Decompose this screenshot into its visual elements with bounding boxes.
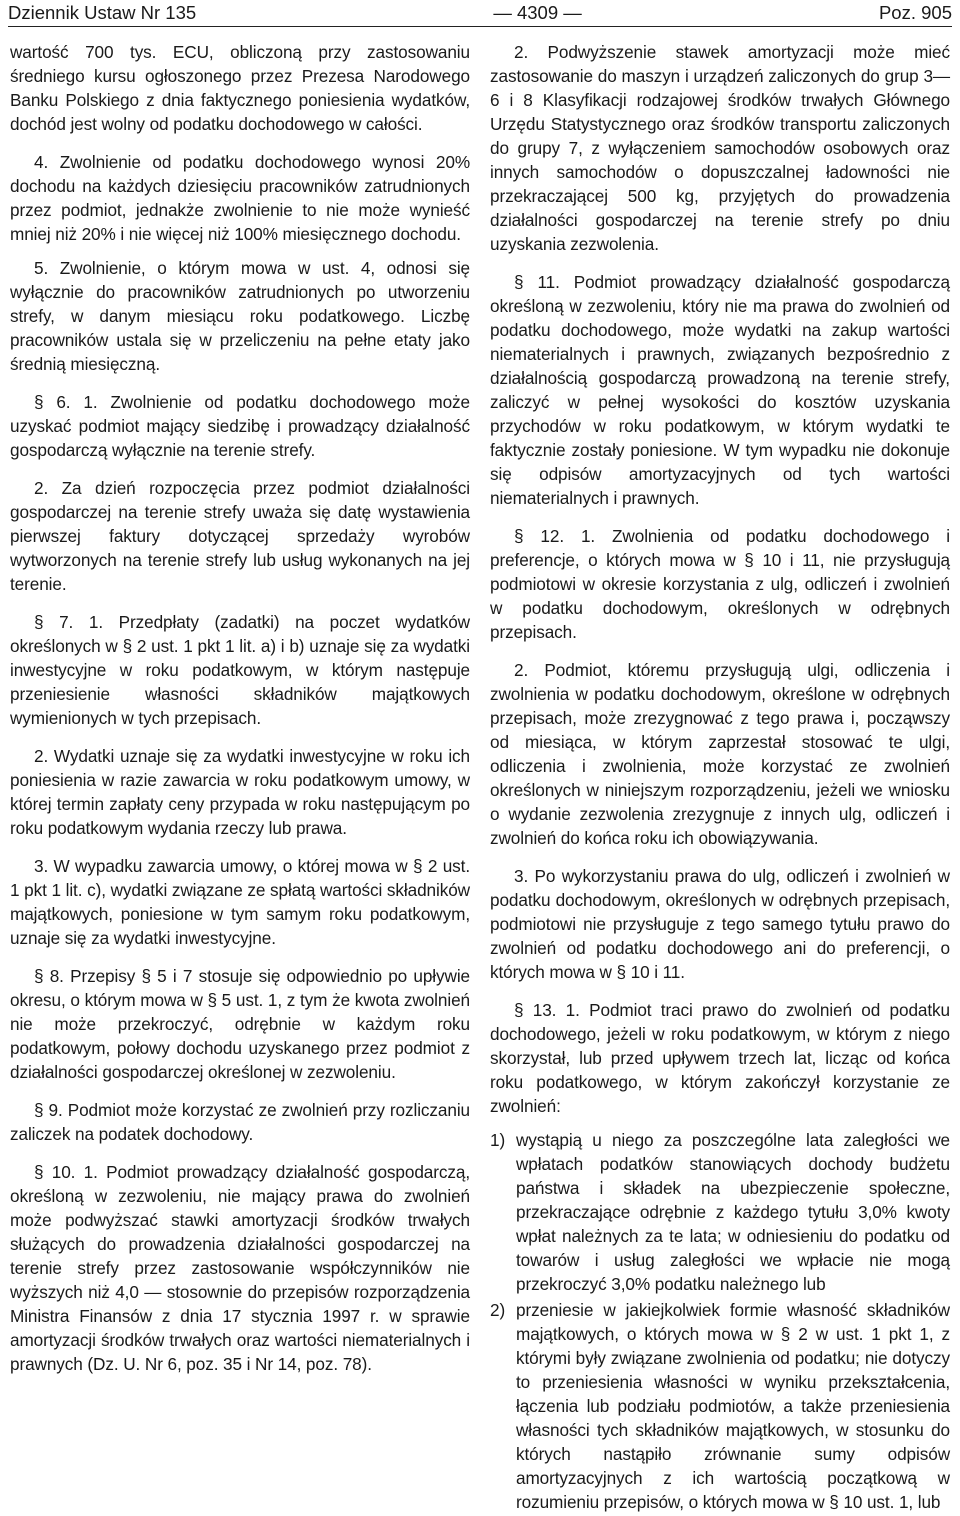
list-item-text: przeniesie w jakiejkolwiek formie własność składników majątkowych, o których mowa w § 2 w ust. 1 pkt 1, z którymi były związane zwolnienia od podatku; nie dotyczy to przeniesienia własności w wyniku przekształcenia, łączenia lub podziału podmiotów, a także przeniesienia własności tych składników majątkowych, w stosunku do których nastąpiło zrównanie sumy odpisów amortyzacyjnych z ich wartością początkową w rozumieniu przepisów, o których mowa w § 10 ust. 1, lub (516, 1300, 950, 1512)
list-item-number: 2) (490, 1300, 506, 1320)
paragraph: 5. Zwolnienie, o którym mowa w ust. 4, odnosi się wyłącznie do pracowników zatrudnionych po utworzeniu strefy, w danym miesiącu roku podatkowego. Liczbę pracowników ustala się w przeliczeniu na pełne etaty jako średnią miesięczną. (10, 258, 470, 374)
page-header (8, 0, 952, 27)
right-column (490, 40, 950, 1516)
paragraph: § 6. 1. Zwolnienie od podatku dochodowego może uzyskać podmiot mający siedzibę i prowadzący działalność gospodarczą wyłącznie na terenie strefy. (10, 392, 470, 460)
paragraph: § 12. 1. Zwolnienia od podatku dochodowego i preferencje, o których mowa w § 10 i 11, nie przysługują podmiotowi w okresie korzystania z ulg, odliczeń i zwolnień w podatku dochodowym, określonych w odrębnych przepisach. (490, 526, 950, 642)
paragraph: 2. Podwyższenie stawek amortyzacji może mieć zastosowanie do maszyn i urządzeń zaliczonych do grup 3—6 i 8 Klasyfikacji rodzajowej środków trwałych Głównego Urzędu Statystycznego oraz środków transportu zaliczonych do grupy 7, z wyłączeniem samochodów osobowych oraz innych samochodów o dopuszczalnej ładowności nie przekraczającej 500 kg, przyjętych do prowadzenia działalności gospodarczej na terenie strefy po dniu uzyskania zezwolenia. (490, 42, 950, 254)
paragraph: § 7. 1. Przedpłaty (zadatki) na poczet wydatków określonych w § 2 ust. 1 pkt 1 lit. a) i b) uznaje się za wydatki inwestycyjne w roku podatkowym, w którym następuje przeniesienie własności składników majątkowych wymienionych w tych przepisach. (10, 612, 470, 728)
paragraph: 3. W wypadku zawarcia umowy, o której mowa w § 2 ust. 1 pkt 1 lit. c), wydatki związane ze spłatą wartości składników majątkowych, poniesione w tym samym roku podatkowym, uznaje się za wydatki inwestycyjne. (10, 856, 470, 948)
paragraph: 3. Po wykorzystaniu prawa do ulg, odliczeń i zwolnień w podatku dochodowym, określonych w odrębnych przepisach, podmiotowi nie przysługuje z tego samego tytułu prawo do zwolnień od podatku dochodowego ani do preferencji, o których mowa w § 10 i 11. (490, 866, 950, 982)
paragraph: § 11. Podmiot prowadzący działalność gospodarczą określoną w zezwoleniu, który nie ma prawa do zwolnień od podatku dochodowego, może wydatki na zakup wartości niematerialnych i prawnych, związanych bezpośrednio z działalnością gospodarczą prowadzoną na terenie strefy, zaliczyć w pełnej wysokości do kosztów uzyskania przychodów w roku podatkowym, w którym wydatki te faktycznie zostały poniesione. W tym wypadku nie dokonuje się odpisów amortyzacyjnych od tych wartości niematerialnych i prawnych. (490, 272, 950, 508)
journal-title: Dziennik Ustaw Nr 135 (8, 2, 197, 23)
paragraph: § 9. Podmiot może korzystać ze zwolnień przy rozliczaniu zaliczek na podatek dochodowy. (10, 1100, 470, 1144)
paragraph: 2. Za dzień rozpoczęcia przez podmiot działalności gospodarczej na terenie strefy uważa się datę wystawienia pierwszej faktury dotyczącej sprzedaży wyrobów wytworzonych na terenie strefy lub usług wykonanych na jej terenie. (10, 478, 470, 594)
left-column (10, 40, 470, 1386)
list-item-text: wystąpią u niego za poszczególne lata zaległości we wpłatach podatków stanowiących dochody budżetu państwa i składek na ubezpieczenie społeczne, przekraczające odrębnie z każdego tytułu 3,0% kwoty wpłat należnych za te lata; w odniesieniu do podatku od towarów i usług zaległości we wpłacie nie mogą przekroczyć 3,0% podatku należnego lub (516, 1130, 950, 1294)
paragraph: 2. Podmiot, któremu przysługują ulgi, odliczenia i zwolnienia w podatku dochodowym, określone w odrębnych przepisach, może zrezygnować z tego prawa i, począwszy od miesiąca, w którym zaprzestał stosować te ulgi, odliczenia i zwolnienia, może korzystać ze zwolnień określonych w niniejszym rozporządzeniu, jeżeli we wniosku o wydanie zezwolenia zrezygnuje z innych ulg, odliczeń i zwolnień do końca roku ich obowiązywania. (490, 660, 950, 848)
list-item (490, 1298, 950, 1514)
page-number: — 4309 — (493, 2, 582, 23)
paragraph: § 10. 1. Podmiot prowadzący działalność gospodarczą, określoną w zezwoleniu, nie mający prawa do zwolnień może podwyższać stawki amortyzacji środków trwałych służących do prowadzenia działalności gospodarczej na terenie strefy przez zastosowanie współczynników nie wyższych niż 4,0 — stosownie do przepisów rozporządzenia Ministra Finansów z dnia 17 stycznia 1997 r. w sprawie amortyzacji środków trwałych oraz wartości niematerialnych i prawnych (Dz. U. Nr 6, poz. 35 i Nr 14, poz. 78). (10, 1162, 470, 1374)
paragraph: § 13. 1. Podmiot traci prawo do zwolnień od podatku dochodowego, jeżeli w roku podatkowym, w którym z niego skorzystał, lub przed upływem trzech lat, licząc od końca roku podatkowego, w którym zakończył korzystanie ze zwolnień: (490, 1000, 950, 1116)
position-number: Poz. 905 (878, 2, 952, 23)
paragraph: 4. Zwolnienie od podatku dochodowego wynosi 20% dochodu na każdych dziesięciu pracowników zatrudnionych przez podmiot, jednakże zwolnienie to nie może wynieść mniej niż 20% i nie więcej niż 100% miesięcznego dochodu. (10, 152, 470, 244)
paragraph: § 8. Przepisy § 5 i 7 stosuje się odpowiednio po upływie okresu, o którym mowa w § 5 ust. 1, z tym że kwota zwolnień nie może przekroczyć, odrębnie w każdym roku podatkowym, połowy dochodu uzyskanego przez podmiot z działalności gospodarczej określonej w zezwoleniu. (10, 966, 470, 1082)
paragraph: wartość 700 tys. ECU, obliczoną przy zastosowaniu średniego kursu ogłoszonego przez Prezesa Narodowego Banku Polskiego z dnia faktycznego poniesienia wydatków, dochód jest wolny od podatku dochodowego w całości. (10, 42, 470, 134)
paragraph: 2. Wydatki uznaje się za wydatki inwestycyjne w roku ich poniesienia w razie zawarcia w roku podatkowym umowy, w której termin zapłaty ceny przypada w roku następującym po roku podatkowym wydania rzeczy lub prawa. (10, 746, 470, 838)
list-item-number: 1) (490, 1130, 506, 1150)
list-item (490, 1128, 950, 1296)
